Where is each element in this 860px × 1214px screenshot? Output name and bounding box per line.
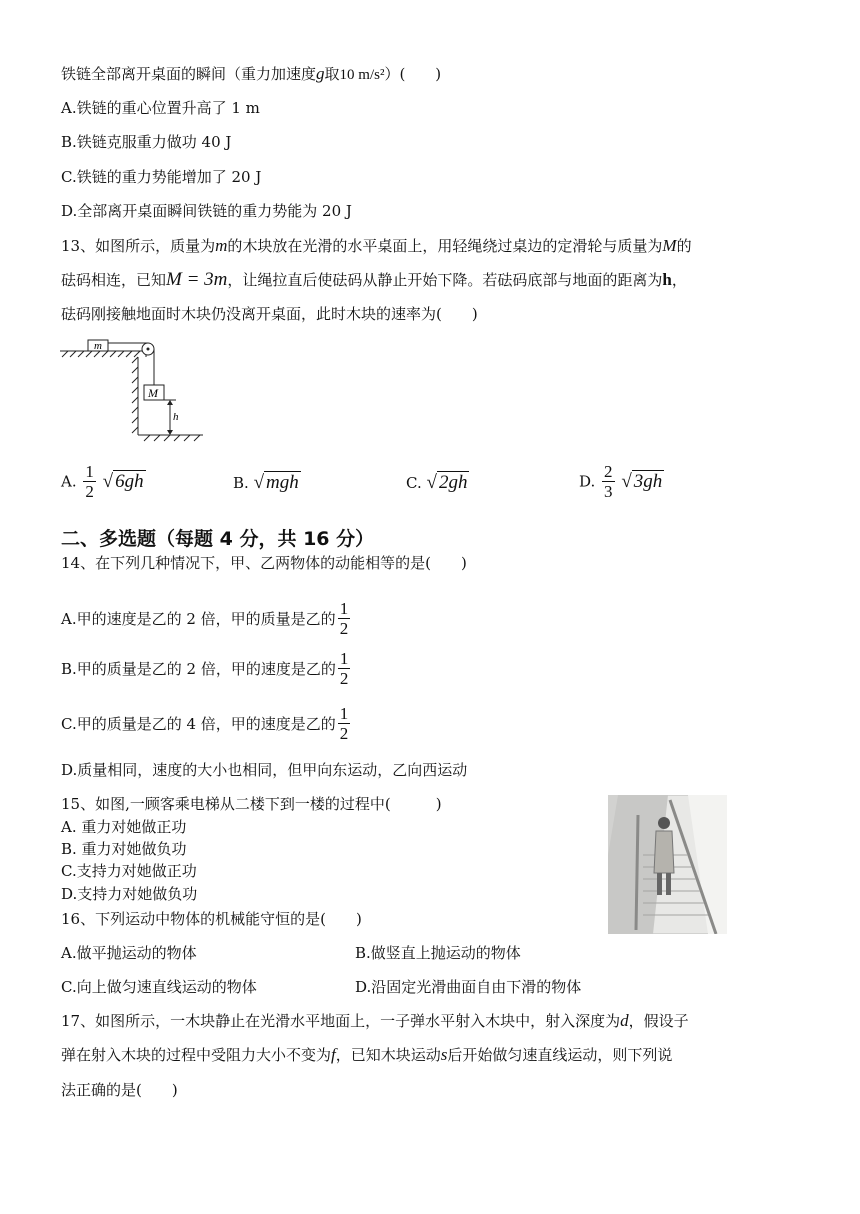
- q12-option-a: A.铁链的重心位置升高了 1 m: [61, 99, 260, 117]
- q16-stem: 16、下列运动中物体的机械能守恒的是( ): [61, 910, 362, 928]
- h-label: h: [173, 411, 179, 423]
- frac-den: 2: [339, 724, 349, 743]
- table-surface: [60, 351, 203, 441]
- escalator-photo: [608, 795, 727, 934]
- q13-m-symbol: m: [215, 236, 228, 255]
- q12-stem-text: 铁链全部离开桌面的瞬间（重力加速度: [61, 65, 317, 83]
- q14-option-a-fraction: [338, 599, 351, 638]
- frac-num: 1: [85, 462, 94, 481]
- q14-option-b-text: B.甲的质量是乙的 2 倍，甲的速度是乙的: [61, 660, 336, 678]
- q12-option-c: C.铁链的重力势能增加了 20 J: [61, 168, 262, 186]
- q13-option-a-sqrt: √ 6gh: [102, 470, 144, 492]
- q12-stem-bracket: ）( ): [384, 65, 442, 83]
- q14-option-c-text: C.甲的质量是乙的 4 倍，甲的速度是乙的: [61, 715, 336, 733]
- q13-text-1a: 13、如图所示，质量为: [61, 237, 216, 255]
- q17-text-2b: ，已知木块运动: [335, 1046, 441, 1064]
- q17-stem-line3: 法正确的是( ): [61, 1081, 178, 1099]
- frac-num: 1: [339, 649, 349, 668]
- block-m-label: m: [94, 340, 102, 352]
- q13-option-b-label: B.: [233, 474, 249, 492]
- q16-option-d: D.沿固定光滑曲面自由下滑的物体: [355, 978, 582, 996]
- q17-text-1b: ，假设子: [628, 1012, 689, 1030]
- q14-option-c-fraction: [338, 704, 351, 743]
- q13-option-c-label: C.: [406, 474, 422, 492]
- q13-option-a-label: A.: [61, 472, 77, 491]
- q13-stem-line3: 砝码刚接触地面时木块仍没离开桌面，此时木块的速率为( ): [61, 305, 478, 323]
- q13-option-d-sqrt: √ 3gh: [621, 470, 663, 492]
- q13-option-a-fraction: [83, 462, 96, 501]
- sqrt-arg: 2gh: [438, 472, 468, 493]
- q14-option-b-fraction: [338, 649, 351, 688]
- block-M-label: M: [148, 386, 158, 400]
- q13-text-2c: ，: [671, 271, 687, 289]
- frac-den: 2: [85, 482, 94, 501]
- q17-stem-line2: [61, 1045, 672, 1065]
- q17-text-1a: 17、如图所示，一木块静止在光滑水平地面上，一子弹水平射入木块中，射入深度为: [61, 1012, 621, 1030]
- q13-option-b: [233, 472, 301, 494]
- q12-stem: [61, 64, 441, 85]
- h-arrow-head-up: [167, 400, 173, 405]
- q15-option-d: D.支持力对她做负功: [61, 885, 198, 903]
- sqrt-arg: mgh: [266, 472, 299, 493]
- q17-f-symbol: f: [331, 1045, 336, 1064]
- q14-option-a: [61, 599, 352, 638]
- h-arrow-head-down: [167, 430, 173, 435]
- frac-num: 2: [604, 462, 613, 481]
- q14-option-c: [61, 704, 352, 743]
- q17-s-symbol: s: [440, 1045, 448, 1064]
- q13-text-1b: 的木块放在光滑的水平桌面上，用轻绳绕过桌边的定滑轮与质量为: [227, 237, 663, 255]
- q15-option-b: B. 重力对她做负功: [61, 840, 187, 858]
- q14-option-b: [61, 649, 352, 688]
- q13-text-2a: 砝码相连，已知: [61, 271, 167, 289]
- q13-option-c: [406, 472, 469, 494]
- q13-M-symbol: M: [662, 236, 677, 255]
- q13-text-1c: 的: [676, 237, 692, 255]
- q13-option-d-fraction: [602, 462, 615, 501]
- q13-option-d: [579, 462, 664, 501]
- q14-stem: 14、在下列几种情况下，甲、乙两物体的动能相等的是( ): [61, 554, 467, 572]
- frac-den: 2: [339, 619, 349, 638]
- frac-num: 1: [339, 704, 349, 723]
- q15-option-c: C.支持力对她做正功: [61, 862, 197, 880]
- frac-den: 2: [339, 669, 349, 688]
- q13-option-d-label: D.: [579, 472, 596, 491]
- q13-stem-line1: [61, 236, 692, 256]
- q14-option-d: D.质量相同，速度的大小也相同，但甲向东运动，乙向西运动: [61, 761, 468, 779]
- section-title: 二、多选题（每题 4 分，共 16 分）: [61, 528, 375, 550]
- pulley-axle: [147, 348, 150, 351]
- pulley-block-diagram: [58, 335, 208, 445]
- q13-text-2b: ，让绳拉直后使砝码从静止开始下降。若砝码底部与地面的距离为: [227, 271, 663, 289]
- q16-option-c: C.向上做匀速直线运动的物体: [61, 978, 257, 996]
- q13-relation: M = 3m: [166, 269, 228, 290]
- q16-option-b: B.做竖直上抛运动的物体: [355, 944, 521, 962]
- q16-option-a: A.做平抛运动的物体: [61, 944, 197, 962]
- q12-option-d: D.全部离开桌面瞬间铁链的重力势能为 20 J: [61, 202, 352, 220]
- q17-text-2c: 后开始做匀速直线运动，则下列说: [447, 1046, 673, 1064]
- q12-stem-text-b: 取: [324, 65, 340, 83]
- q13-option-c-sqrt: √ 2gh: [426, 472, 468, 493]
- frac-den: 3: [604, 482, 613, 501]
- q17-stem-line1: [61, 1011, 689, 1031]
- frac-num: 1: [339, 599, 349, 618]
- q13-stem-line2: [61, 270, 687, 290]
- q13-h-symbol: h: [662, 270, 672, 289]
- q17-text-2a: 弹在射入木块的过程中受阻力大小不变为: [61, 1046, 332, 1064]
- q15-stem: 15、如图,一顾客乘电梯从二楼下到一楼的过程中( ): [61, 795, 442, 813]
- sqrt-arg: 6gh: [115, 470, 144, 492]
- q14-option-a-text: A.甲的速度是乙的 2 倍，甲的质量是乙的: [61, 610, 336, 628]
- q12-g-symbol: g: [316, 64, 325, 83]
- q13-option-a: [61, 462, 146, 501]
- sqrt-arg: 3gh: [633, 470, 663, 492]
- q13-option-b-sqrt: √ mgh: [253, 472, 299, 493]
- q12-gravity-value: 10 m/s²: [339, 67, 385, 83]
- q15-option-a: A. 重力对她做正功: [61, 818, 187, 836]
- q17-d-symbol: d: [620, 1011, 629, 1030]
- q12-option-b: B.铁链克服重力做功 40 J: [61, 133, 232, 151]
